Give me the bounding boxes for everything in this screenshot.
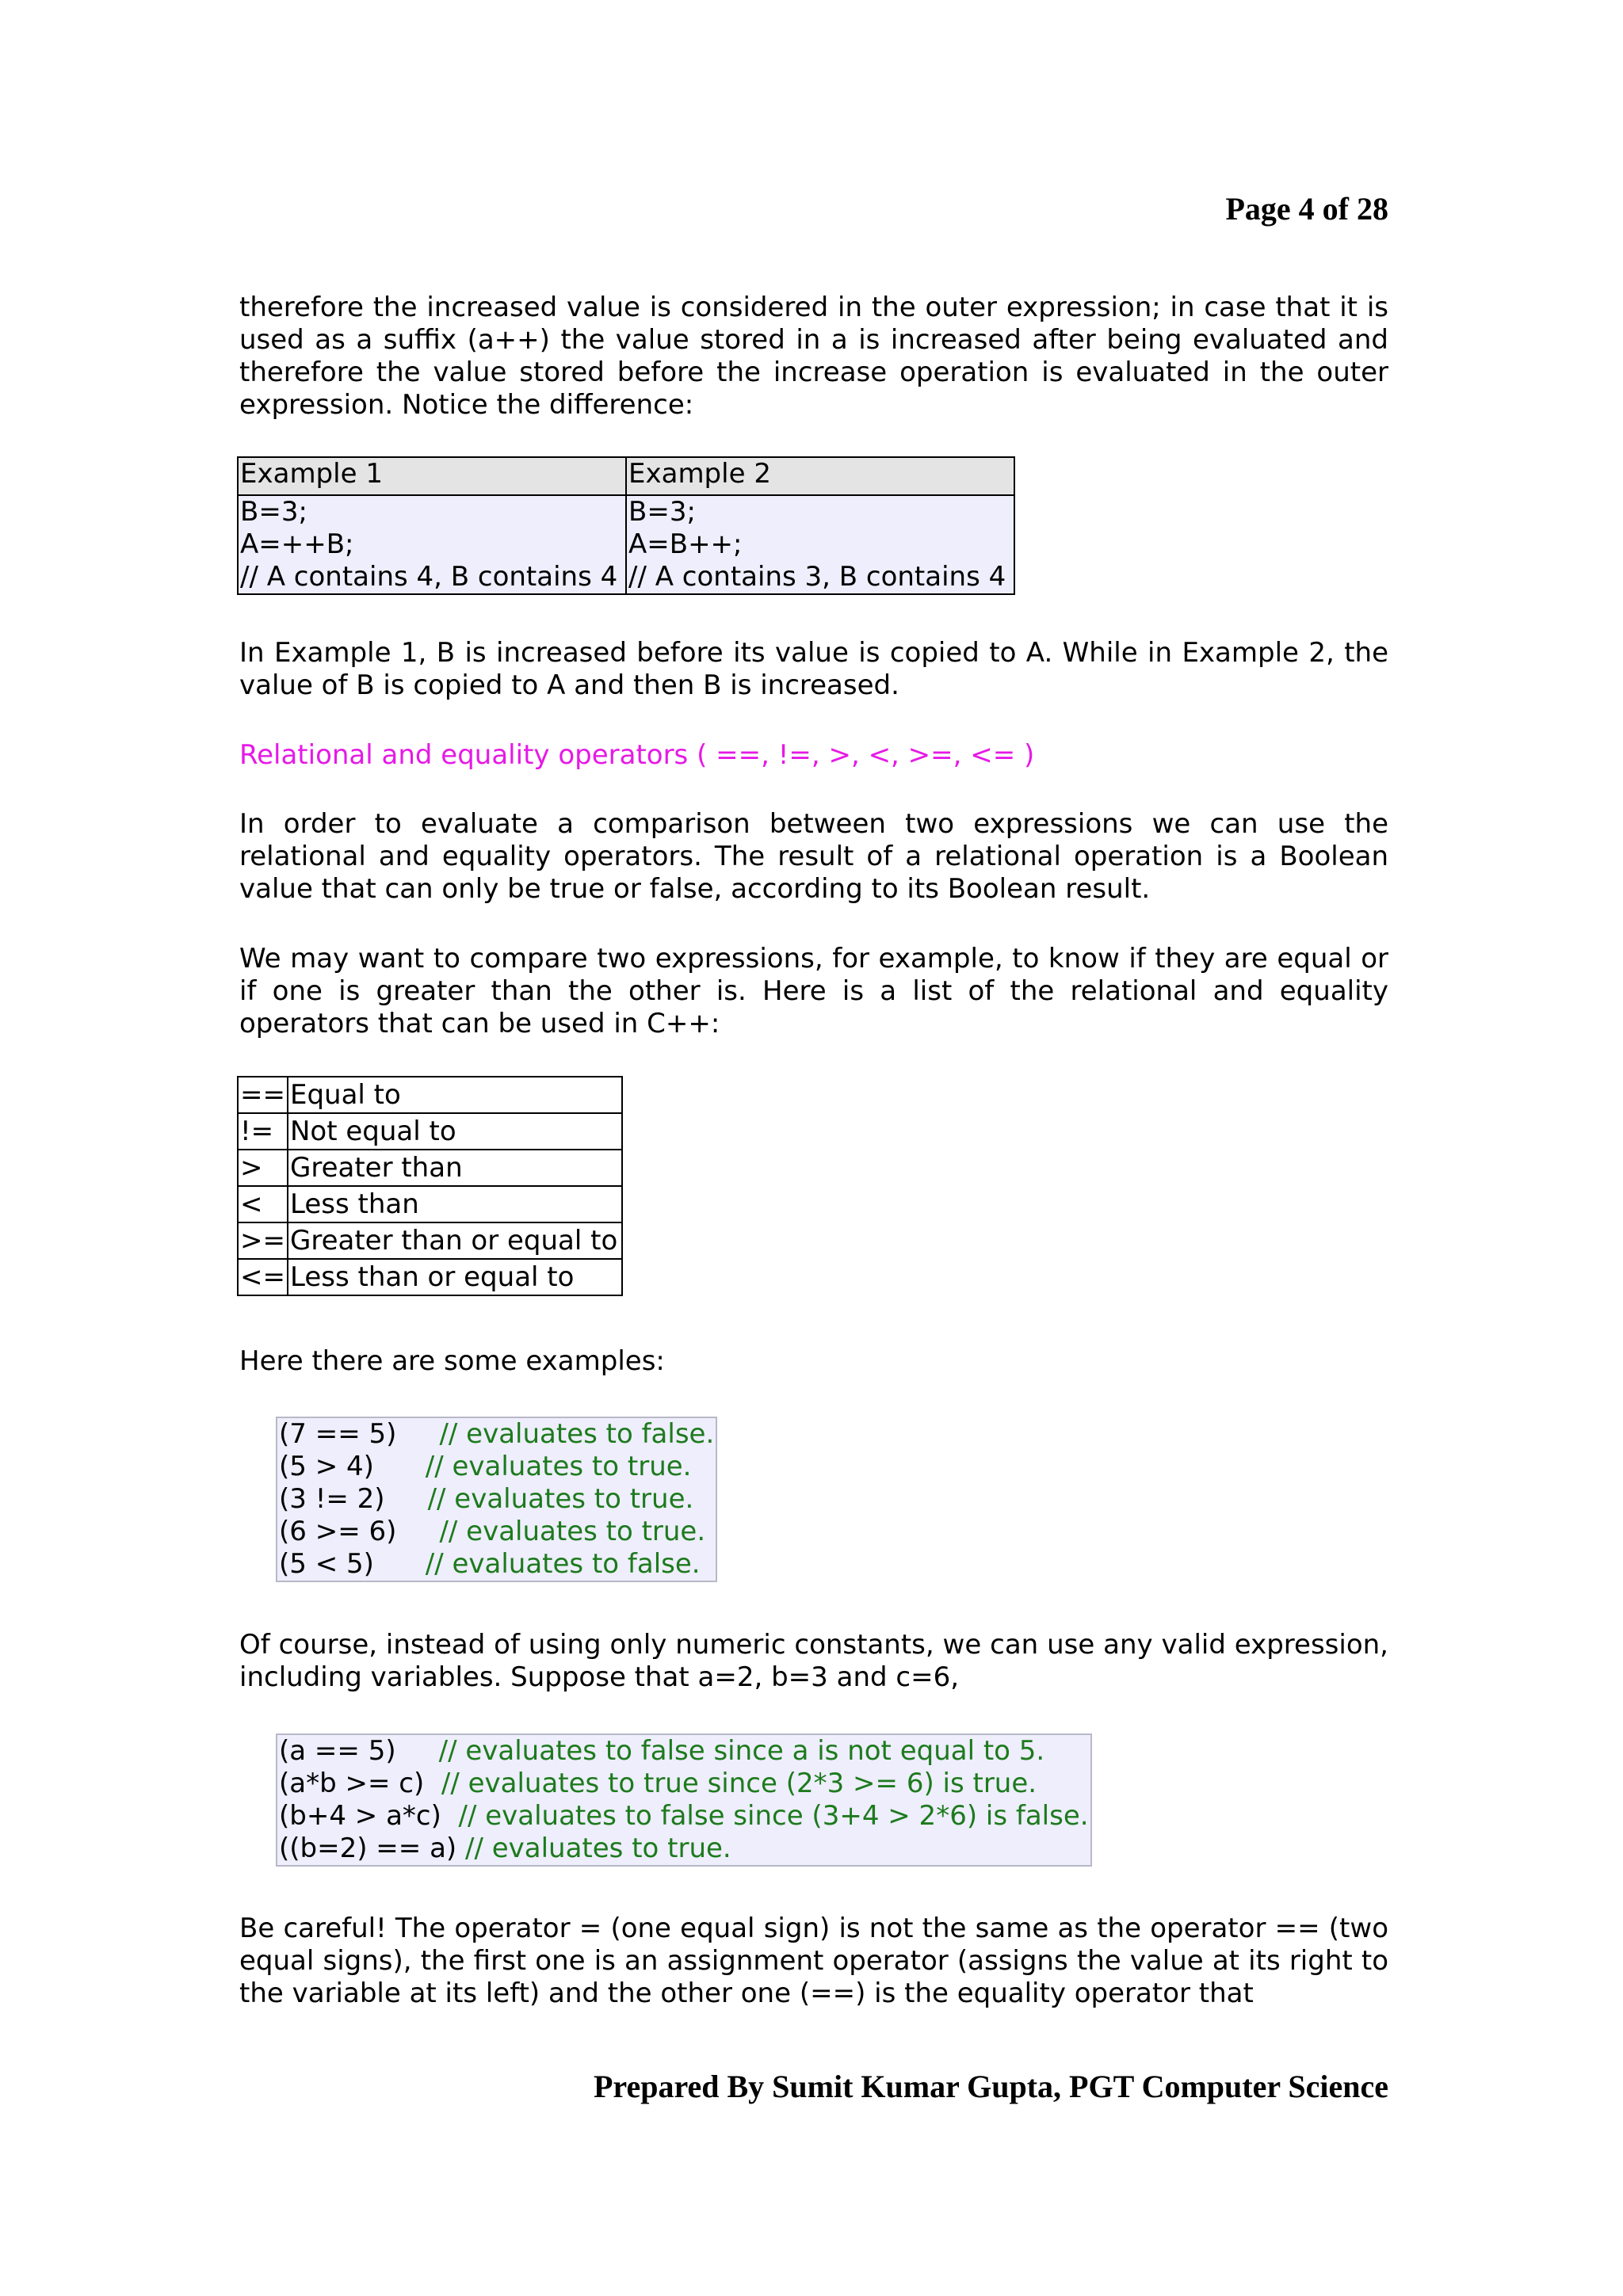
operator-symbol: != bbox=[238, 1113, 288, 1150]
table-row bbox=[238, 1186, 622, 1222]
table-row bbox=[238, 1077, 622, 1113]
code-line: (5 > 4) // evaluates to true. bbox=[279, 1451, 692, 1482]
code-line: (7 == 5) // evaluates to false. bbox=[279, 1418, 715, 1450]
table-row bbox=[238, 1150, 622, 1186]
code-line: // A contains 3, B contains 4 bbox=[628, 561, 1006, 593]
paragraph-example-explanation: In Example 1, B is increased before its value is copied to A. While in Example 2, the value of B is copied to A and then B is increased. bbox=[239, 637, 1388, 701]
code-line: (a == 5) // evaluates to false since a is not equal to 5. bbox=[279, 1735, 1045, 1767]
code-line: B=3; bbox=[628, 496, 696, 528]
paragraph-examples-intro: Here there are some examples: bbox=[239, 1345, 665, 1377]
code-example-box-constants bbox=[276, 1417, 717, 1582]
code-comment: // evaluates to false. bbox=[439, 1418, 715, 1450]
code-line: B=3; bbox=[240, 496, 307, 528]
table-header-row bbox=[238, 457, 1014, 495]
page-number: Page 4 of 28 bbox=[1225, 191, 1388, 227]
operator-symbol: >= bbox=[238, 1222, 288, 1259]
table-row bbox=[238, 1259, 622, 1295]
code-comment: // evaluates to false. bbox=[425, 1548, 701, 1580]
section-heading: Relational and equality operators ( ==, !=, >, <, >=, <= ) bbox=[239, 739, 1035, 771]
increment-example-table bbox=[237, 456, 1015, 595]
code-example-box-variables bbox=[276, 1733, 1092, 1867]
code-line: A=B++; bbox=[628, 528, 743, 560]
code-comment: // evaluates to true. bbox=[425, 1451, 692, 1482]
operator-symbol: < bbox=[238, 1186, 288, 1222]
code-comment: // evaluates to true since (2*3 >= 6) is true. bbox=[441, 1768, 1037, 1799]
code-line: (3 != 2) // evaluates to true. bbox=[279, 1483, 694, 1515]
operator-description: Greater than or equal to bbox=[288, 1222, 622, 1259]
operator-description: Equal to bbox=[288, 1077, 622, 1113]
paragraph-relational-intro: In order to evaluate a comparison between two expressions we can use the relational and equality operators. The result of a relational operation is a Boolean value that can only be true or false, according to its Boolean result. bbox=[239, 808, 1388, 905]
operator-symbol: <= bbox=[238, 1259, 288, 1295]
operator-symbol: == bbox=[238, 1077, 288, 1113]
table-header-example-1: Example 1 bbox=[238, 457, 626, 495]
example-2-code bbox=[626, 495, 1014, 594]
operator-description: Less than bbox=[288, 1186, 622, 1222]
table-row bbox=[238, 1113, 622, 1150]
operator-symbol: > bbox=[238, 1150, 288, 1186]
code-comment: // evaluates to true. bbox=[427, 1483, 694, 1515]
footer-credit: Prepared By Sumit Kumar Gupta, PGT Computer Science bbox=[594, 2069, 1388, 2104]
table-header-example-2: Example 2 bbox=[626, 457, 1014, 495]
code-line: (b+4 > a*c) // evaluates to false since (3+4 > 2*6) is false. bbox=[279, 1800, 1089, 1832]
code-line: // A contains 4, B contains 4 bbox=[240, 561, 618, 593]
code-line: (6 >= 6) // evaluates to true. bbox=[279, 1516, 706, 1547]
table-row bbox=[238, 1222, 622, 1259]
example-1-code bbox=[238, 495, 626, 594]
paragraph-compare-expressions: We may want to compare two expressions, for example, to know if they are equal or if one is greater than the other is. Here is a list of the relational and equality operators that can be used in C++: bbox=[239, 943, 1388, 1039]
code-comment: // evaluates to false since (3+4 > 2*6) is false. bbox=[458, 1800, 1089, 1832]
paragraph-prefix-suffix: therefore the increased value is considered in the outer expression; in case that it is used as a suffix (a++) the value stored in a is increased after being evaluated and therefore the value stored before the increase operation is evaluated in the outer expression. Notice the difference: bbox=[239, 292, 1388, 421]
code-comment: // evaluates to true. bbox=[465, 1833, 731, 1864]
operator-description: Greater than bbox=[288, 1150, 622, 1186]
paragraph-be-careful: Be careful! The operator = (one equal sign) is not the same as the operator == (two equal signs), the first one is an assignment operator (assigns the value at its right to the variable at its left) and the other one (==) is the equality operator that bbox=[239, 1913, 1388, 2009]
code-comment: // evaluates to true. bbox=[439, 1516, 706, 1547]
operators-table bbox=[237, 1076, 623, 1296]
operator-description: Less than or equal to bbox=[288, 1259, 622, 1295]
operator-description: Not equal to bbox=[288, 1113, 622, 1150]
code-line: A=++B; bbox=[240, 528, 354, 560]
code-comment: // evaluates to false since a is not equal to 5. bbox=[438, 1735, 1045, 1767]
paragraph-variables-intro: Of course, instead of using only numeric constants, we can use any valid expression, including variables. Suppose that a=2, b=3 and c=6, bbox=[239, 1629, 1388, 1693]
table-row bbox=[238, 495, 1014, 594]
code-line: (5 < 5) // evaluates to false. bbox=[279, 1548, 701, 1580]
code-line: (a*b >= c) // evaluates to true since (2*3 >= 6) is true. bbox=[279, 1768, 1037, 1799]
code-line: ((b=2) == a) // evaluates to true. bbox=[279, 1833, 731, 1864]
